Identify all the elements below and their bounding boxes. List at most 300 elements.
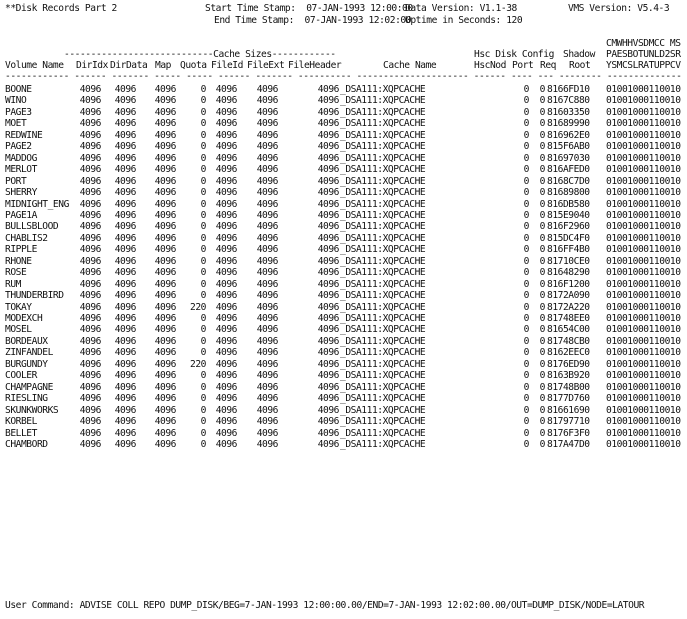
cell-dirdata: 4096 (114, 278, 136, 290)
cell-map: 4096 (154, 301, 176, 313)
cell-req: 81710CE0 (547, 255, 590, 267)
cell-hscnod: 0 (523, 370, 529, 382)
cell-port: 0 (539, 335, 545, 347)
cell-quota: 0 (200, 129, 206, 141)
cell-fileheader: 4096 (317, 84, 339, 95)
cell-port: 0 (539, 198, 545, 210)
cell-fileext: 4096 (256, 347, 278, 359)
user-command: User Command: ADVISE COLL REPO DUMP_DISK/BEG=7-JAN-1993 12:00:00.00/END=7-JAN-1993 12:02:00.00/OUT=DUMP_DISK/NODE=LATOUR (5, 600, 645, 611)
flags-header-mid: PAESBOTUNLD2SR (606, 49, 681, 60)
cell-cache-name: _DSA111:XQPCACHE (340, 393, 426, 405)
cell-quota: 0 (200, 164, 206, 176)
cell-port: 0 (539, 381, 545, 393)
cell-volume-name: CHAMBORD (5, 438, 48, 450)
cell-volume-name: REDWINE (5, 129, 43, 141)
cell-cache-name: _DSA111:XQPCACHE (340, 198, 426, 210)
cell-diridx: 4096 (79, 221, 101, 233)
cell-diridx: 4096 (79, 370, 101, 382)
cell-fileext: 4096 (256, 152, 278, 164)
cell-fileext: 4096 (256, 232, 278, 244)
cell-req: 815E9040 (547, 209, 590, 221)
cell-cache-name: _DSA111:XQPCACHE (340, 95, 426, 107)
cell-fileheader: 4096 (317, 175, 339, 187)
cell-req: 8172A220 (547, 301, 590, 313)
cell-dirdata: 4096 (114, 244, 136, 256)
cell-fileext: 4096 (256, 198, 278, 210)
cell-port: 0 (539, 290, 545, 302)
uptime-seconds: Uptime in Seconds: 120 (405, 15, 523, 26)
cell-port: 0 (539, 84, 545, 95)
cell-fileid: 4096 (215, 232, 237, 244)
cell-volume-name: ROSE (5, 267, 27, 279)
cell-req: 81748B00 (547, 381, 590, 393)
cell-dirdata: 4096 (114, 416, 136, 428)
cell-fileext: 4096 (256, 416, 278, 428)
cell-fileid: 4096 (215, 393, 237, 405)
cell-diridx: 4096 (79, 313, 101, 324)
cell-fileext: 4096 (256, 313, 278, 324)
flags-header-bot: YSMCSLRATUPPCV (606, 60, 681, 71)
cell-req: 81689800 (547, 187, 590, 199)
cell-fileheader: 4096 (317, 152, 339, 164)
cell-cache-name: _DSA111:XQPCACHE (340, 187, 426, 199)
shadow-header: Shadow (563, 49, 595, 60)
cell-fileheader: 4096 (317, 393, 339, 405)
cell-quota: 0 (200, 267, 206, 279)
cell-quota: 220 (190, 358, 206, 370)
cell-volume-name: PAGE2 (5, 141, 32, 153)
cell-fileext: 4096 (256, 438, 278, 450)
cell-map: 4096 (154, 416, 176, 428)
cell-fileheader: 4096 (317, 301, 339, 313)
cell-map: 4096 (154, 324, 176, 336)
cell-fileheader: 4096 (317, 141, 339, 153)
report-title: **Disk Records Part 2 (5, 3, 117, 14)
cell-fileext: 4096 (256, 255, 278, 267)
cell-cache-name: _DSA111:XQPCACHE (340, 324, 426, 336)
cell-fileheader: 4096 (317, 244, 339, 256)
cell-fileheader: 4096 (317, 267, 339, 279)
cell-diridx: 4096 (79, 129, 101, 141)
cell-hscnod: 0 (523, 244, 529, 256)
cell-fileext: 4096 (256, 244, 278, 256)
cell-fileid: 4096 (215, 358, 237, 370)
cell-fileid: 4096 (215, 221, 237, 233)
cell-map: 4096 (154, 95, 176, 107)
cell-fileid: 4096 (215, 416, 237, 428)
cell-volume-name: PAGE1A (5, 209, 37, 221)
cell-map: 4096 (154, 438, 176, 450)
cell-cache-name: _DSA111:XQPCACHE (340, 278, 426, 290)
cell-port: 0 (539, 278, 545, 290)
cell-flags: 01001000110010 (606, 438, 681, 450)
cell-fileheader: 4096 (317, 164, 339, 176)
cell-req: 81689990 (547, 118, 590, 130)
cell-volume-name: BORDEAUX (5, 335, 48, 347)
cell-map: 4096 (154, 244, 176, 256)
cell-hscnod: 0 (523, 427, 529, 439)
cell-req: 816FF4B0 (547, 244, 590, 256)
cell-fileext: 4096 (256, 129, 278, 141)
cell-map: 4096 (154, 347, 176, 359)
cell-quota: 0 (200, 347, 206, 359)
cell-hscnod: 0 (523, 393, 529, 405)
cell-port: 0 (539, 358, 545, 370)
cell-diridx: 4096 (79, 106, 101, 118)
cell-fileid: 4096 (215, 198, 237, 210)
cell-diridx: 4096 (79, 164, 101, 176)
cell-diridx: 4096 (79, 84, 101, 95)
cell-flags: 01001000110010 (606, 198, 681, 210)
cell-fileid: 4096 (215, 267, 237, 279)
cell-hscnod: 0 (523, 198, 529, 210)
cell-quota: 0 (200, 175, 206, 187)
cell-req: 816F2960 (547, 221, 590, 233)
cell-flags: 01001000110010 (606, 106, 681, 118)
cell-fileid: 4096 (215, 427, 237, 439)
cell-flags: 01001000110010 (606, 129, 681, 141)
cell-fileheader: 4096 (317, 416, 339, 428)
cell-fileheader: 4096 (317, 129, 339, 141)
cell-cache-name: _DSA111:XQPCACHE (340, 118, 426, 130)
col-fileid: FileId (211, 60, 243, 71)
cell-port: 0 (539, 244, 545, 256)
end-time-stamp: End Time Stamp: 07-JAN-1993 12:02:00 (214, 15, 412, 26)
cell-dirdata: 4096 (114, 129, 136, 141)
cell-flags: 01001000110010 (606, 152, 681, 164)
cell-quota: 0 (200, 370, 206, 382)
cell-req: 8167C880 (547, 95, 590, 107)
cell-fileheader: 4096 (317, 221, 339, 233)
cell-cache-name: _DSA111:XQPCACHE (340, 301, 426, 313)
cell-fileheader: 4096 (317, 324, 339, 336)
cell-cache-name: _DSA111:XQPCACHE (340, 427, 426, 439)
cell-fileheader: 4096 (317, 232, 339, 244)
cell-dirdata: 4096 (114, 347, 136, 359)
cell-fileext: 4096 (256, 290, 278, 302)
cell-hscnod: 0 (523, 267, 529, 279)
cell-port: 0 (539, 427, 545, 439)
cell-quota: 0 (200, 313, 206, 324)
cell-hscnod: 0 (523, 141, 529, 153)
cell-diridx: 4096 (79, 335, 101, 347)
cell-quota: 0 (200, 106, 206, 118)
cell-flags: 01001000110010 (606, 370, 681, 382)
cell-flags: 01001000110010 (606, 335, 681, 347)
cell-diridx: 4096 (79, 438, 101, 450)
cell-fileext: 4096 (256, 335, 278, 347)
cell-fileext: 4096 (256, 267, 278, 279)
col-diridx: DirIdx (76, 60, 108, 71)
cell-flags: 01001000110010 (606, 255, 681, 267)
cell-req: 8163B920 (547, 370, 590, 382)
cell-fileid: 4096 (215, 95, 237, 107)
cell-quota: 0 (200, 187, 206, 199)
cell-fileext: 4096 (256, 164, 278, 176)
cell-fileid: 4096 (215, 187, 237, 199)
cell-dirdata: 4096 (114, 232, 136, 244)
cell-volume-name: MADDOG (5, 152, 37, 164)
cell-req: 8176F3F0 (547, 427, 590, 439)
cell-flags: 01001000110010 (606, 221, 681, 233)
cell-fileext: 4096 (256, 358, 278, 370)
cell-port: 0 (539, 313, 545, 324)
cell-map: 4096 (154, 118, 176, 130)
cell-fileid: 4096 (215, 175, 237, 187)
cell-fileext: 4096 (256, 95, 278, 107)
cell-flags: 01001000110010 (606, 187, 681, 199)
cell-port: 0 (539, 141, 545, 153)
cell-fileheader: 4096 (317, 427, 339, 439)
cell-fileext: 4096 (256, 393, 278, 405)
cell-map: 4096 (154, 175, 176, 187)
cell-volume-name: CHAMPAGNE (5, 381, 53, 393)
cell-port: 0 (539, 324, 545, 336)
cell-quota: 0 (200, 221, 206, 233)
cell-hscnod: 0 (523, 221, 529, 233)
col-port: Port (512, 60, 534, 71)
cell-map: 4096 (154, 358, 176, 370)
cell-req: 816F1200 (547, 278, 590, 290)
cell-dirdata: 4096 (114, 370, 136, 382)
cell-diridx: 4096 (79, 209, 101, 221)
cell-req: 8168C7D0 (547, 175, 590, 187)
cell-cache-name: _DSA111:XQPCACHE (340, 141, 426, 153)
cell-dirdata: 4096 (114, 301, 136, 313)
cell-diridx: 4096 (79, 187, 101, 199)
cell-cache-name: _DSA111:XQPCACHE (340, 164, 426, 176)
cell-volume-name: RUM (5, 278, 21, 290)
cell-fileext: 4096 (256, 221, 278, 233)
cell-volume-name: PAGE3 (5, 106, 32, 118)
cell-fileid: 4096 (215, 129, 237, 141)
cell-map: 4096 (154, 404, 176, 416)
cell-port: 0 (539, 152, 545, 164)
cell-fileid: 4096 (215, 84, 237, 95)
cell-map: 4096 (154, 232, 176, 244)
cell-volume-name: BURGUNDY (5, 358, 48, 370)
cell-diridx: 4096 (79, 416, 101, 428)
cell-dirdata: 4096 (114, 106, 136, 118)
flags-header-top: CMWHHVSDMCC MS (606, 38, 681, 49)
cell-diridx: 4096 (79, 347, 101, 359)
cell-fileheader: 4096 (317, 255, 339, 267)
cell-cache-name: _DSA111:XQPCACHE (340, 175, 426, 187)
cell-flags: 01001000110010 (606, 313, 681, 324)
cell-fileid: 4096 (215, 152, 237, 164)
cell-volume-name: TOKAY (5, 301, 32, 313)
cell-cache-name: _DSA111:XQPCACHE (340, 347, 426, 359)
cell-diridx: 4096 (79, 198, 101, 210)
cell-hscnod: 0 (523, 209, 529, 221)
cell-dirdata: 4096 (114, 221, 136, 233)
cell-volume-name: COOLER (5, 370, 37, 382)
cell-quota: 0 (200, 198, 206, 210)
cell-fileheader: 4096 (317, 95, 339, 107)
col-map: Map (155, 60, 171, 71)
cell-hscnod: 0 (523, 118, 529, 130)
cell-cache-name: _DSA111:XQPCACHE (340, 335, 426, 347)
cell-port: 0 (539, 404, 545, 416)
cell-volume-name: BULLSBLOOD (5, 221, 59, 233)
cell-fileext: 4096 (256, 301, 278, 313)
cell-volume-name: BOONE (5, 84, 32, 95)
cell-dirdata: 4096 (114, 255, 136, 267)
cell-fileheader: 4096 (317, 370, 339, 382)
cell-hscnod: 0 (523, 255, 529, 267)
cell-port: 0 (539, 118, 545, 130)
cell-flags: 01001000110010 (606, 278, 681, 290)
cell-map: 4096 (154, 370, 176, 382)
cell-fileid: 4096 (215, 118, 237, 130)
cell-hscnod: 0 (523, 347, 529, 359)
cell-quota: 0 (200, 141, 206, 153)
cell-port: 0 (539, 129, 545, 141)
cell-quota: 0 (200, 84, 206, 95)
cell-dirdata: 4096 (114, 381, 136, 393)
cell-flags: 01001000110010 (606, 324, 681, 336)
cell-fileext: 4096 (256, 209, 278, 221)
col-req: Req (540, 60, 556, 71)
cell-dirdata: 4096 (114, 187, 136, 199)
cell-quota: 0 (200, 244, 206, 256)
cell-hscnod: 0 (523, 438, 529, 450)
cell-dirdata: 4096 (114, 335, 136, 347)
cell-fileext: 4096 (256, 141, 278, 153)
cell-volume-name: PORT (5, 175, 27, 187)
cell-fileheader: 4096 (317, 358, 339, 370)
cell-dirdata: 4096 (114, 141, 136, 153)
cell-diridx: 4096 (79, 244, 101, 256)
cell-map: 4096 (154, 313, 176, 324)
cell-cache-name: _DSA111:XQPCACHE (340, 404, 426, 416)
cell-hscnod: 0 (523, 164, 529, 176)
cell-volume-name: BELLET (5, 427, 37, 439)
cell-hscnod: 0 (523, 187, 529, 199)
cell-fileheader: 4096 (317, 381, 339, 393)
cell-cache-name: _DSA111:XQPCACHE (340, 255, 426, 267)
cell-fileext: 4096 (256, 278, 278, 290)
cell-diridx: 4096 (79, 301, 101, 313)
cell-port: 0 (539, 175, 545, 187)
cell-hscnod: 0 (523, 416, 529, 428)
cell-cache-name: _DSA111:XQPCACHE (340, 129, 426, 141)
cell-volume-name: ZINFANDEL (5, 347, 53, 359)
cell-quota: 220 (190, 301, 206, 313)
cell-cache-name: _DSA111:XQPCACHE (340, 438, 426, 450)
cell-volume-name: KORBEL (5, 416, 37, 428)
cell-dirdata: 4096 (114, 198, 136, 210)
cell-map: 4096 (154, 209, 176, 221)
cell-cache-name: _DSA111:XQPCACHE (340, 152, 426, 164)
cell-dirdata: 4096 (114, 95, 136, 107)
cell-req: 817A47D0 (547, 438, 590, 450)
cell-map: 4096 (154, 106, 176, 118)
cell-quota: 0 (200, 278, 206, 290)
cell-flags: 01001000110010 (606, 95, 681, 107)
cell-port: 0 (539, 221, 545, 233)
cell-flags: 01001000110010 (606, 404, 681, 416)
cell-hscnod: 0 (523, 232, 529, 244)
cell-fileext: 4096 (256, 370, 278, 382)
cell-port: 0 (539, 393, 545, 405)
cell-diridx: 4096 (79, 324, 101, 336)
cell-diridx: 4096 (79, 278, 101, 290)
cell-dirdata: 4096 (114, 404, 136, 416)
cell-hscnod: 0 (523, 290, 529, 302)
cell-dirdata: 4096 (114, 164, 136, 176)
cell-dirdata: 4096 (114, 438, 136, 450)
col-fileext: FileExt (247, 60, 285, 71)
cell-cache-name: _DSA111:XQPCACHE (340, 244, 426, 256)
cell-quota: 0 (200, 209, 206, 221)
cell-flags: 01001000110010 (606, 290, 681, 302)
cell-hscnod: 0 (523, 106, 529, 118)
cell-map: 4096 (154, 381, 176, 393)
cell-port: 0 (539, 301, 545, 313)
cell-map: 4096 (154, 393, 176, 405)
cell-flags: 01001000110010 (606, 393, 681, 405)
start-time-stamp: Start Time Stamp: 07-JAN-1993 12:00:00 (205, 3, 413, 14)
cell-map: 4096 (154, 427, 176, 439)
cell-fileid: 4096 (215, 324, 237, 336)
cell-quota: 0 (200, 393, 206, 405)
cell-req: 81797710 (547, 416, 590, 428)
cache-sizes-banner: ----------------------------Cache Sizes------------ (64, 49, 336, 60)
cell-diridx: 4096 (79, 404, 101, 416)
cell-quota: 0 (200, 324, 206, 336)
cell-volume-name: MOSEL (5, 324, 32, 336)
cell-port: 0 (539, 95, 545, 107)
cell-cache-name: _DSA111:XQPCACHE (340, 358, 426, 370)
cell-fileext: 4096 (256, 175, 278, 187)
cell-hscnod: 0 (523, 278, 529, 290)
cell-fileheader: 4096 (317, 290, 339, 302)
cell-volume-name: MIDNIGHT_ENG (5, 198, 69, 210)
cell-req: 81748EE0 (547, 313, 590, 324)
cell-flags: 01001000110010 (606, 84, 681, 95)
cell-diridx: 4096 (79, 175, 101, 187)
cell-quota: 0 (200, 404, 206, 416)
cell-hscnod: 0 (523, 404, 529, 416)
cell-fileext: 4096 (256, 84, 278, 95)
cell-port: 0 (539, 187, 545, 199)
cell-flags: 01001000110010 (606, 381, 681, 393)
cell-volume-name: MODEXCH (5, 313, 43, 324)
cell-map: 4096 (154, 290, 176, 302)
cell-diridx: 4096 (79, 267, 101, 279)
cell-flags: 01001000110010 (606, 244, 681, 256)
cell-port: 0 (539, 106, 545, 118)
cell-dirdata: 4096 (114, 209, 136, 221)
col-dirdata: DirData (110, 60, 148, 71)
cell-diridx: 4096 (79, 393, 101, 405)
cell-map: 4096 (154, 267, 176, 279)
cell-map: 4096 (154, 84, 176, 95)
hsc-disk-config-header: Hsc Disk Config (474, 49, 554, 60)
cell-map: 4096 (154, 141, 176, 153)
cell-fileid: 4096 (215, 404, 237, 416)
cell-fileid: 4096 (215, 244, 237, 256)
cell-cache-name: _DSA111:XQPCACHE (340, 209, 426, 221)
cell-flags: 01001000110010 (606, 427, 681, 439)
cell-fileext: 4096 (256, 118, 278, 130)
cell-quota: 0 (200, 335, 206, 347)
cell-fileid: 4096 (215, 335, 237, 347)
cell-dirdata: 4096 (114, 152, 136, 164)
cell-quota: 0 (200, 95, 206, 107)
cell-req: 815F6AB0 (547, 141, 590, 153)
